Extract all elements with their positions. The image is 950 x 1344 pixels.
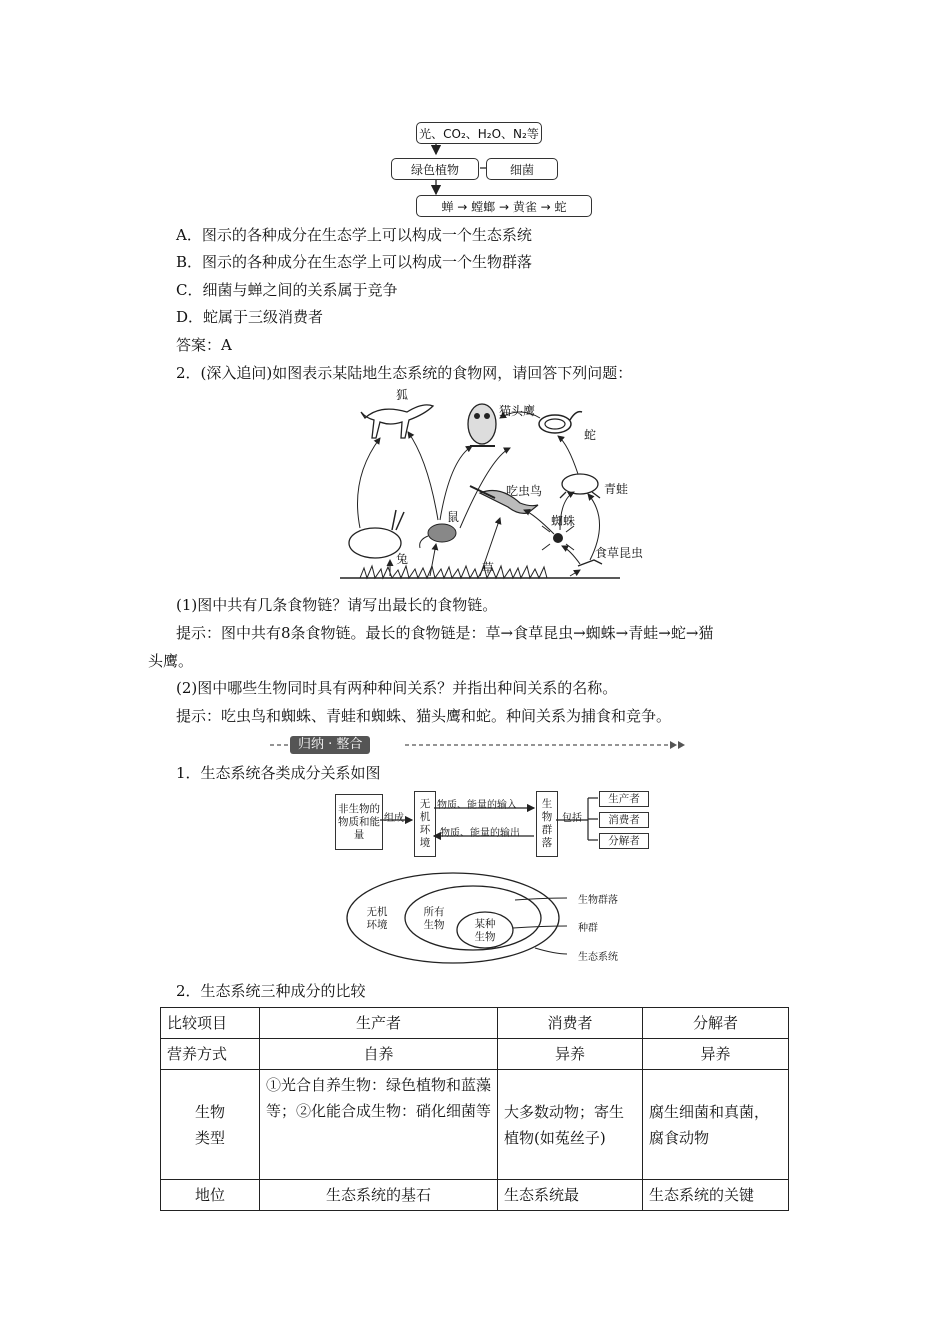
owl-icon [468,404,496,446]
q2-hint1-a: 提示：图中共有8条食物链。最长的食物链是：草→食草昆虫→蜘蛛→青蛙→蛇→猫 [176,624,714,642]
q2-sub2: (2)图中哪些生物同时具有两种种间关系？并指出种间关系的名称。 [176,679,618,697]
venn-label-ecosystem: 生态系统 [578,952,618,963]
include-label: 包括 [562,813,582,824]
label-frog: 青蛙 [604,482,629,496]
spider-icon [542,526,574,550]
q2-hint2: 提示：吃虫鸟和蜘蛛、青蛙和蜘蛛、猫头鹰和蛇。种间关系为捕食和竞争。 [176,707,672,725]
table-cell: 生态系统的基石 [260,1180,498,1211]
output-label: 物质、能量的输出 [440,828,520,839]
relation-arrows [330,788,660,858]
fox-icon [361,405,433,438]
venn-all-organisms: 所有生物 [423,906,445,931]
q1-option-c: C．细菌与蝉之间的关系属于竞争 [176,281,398,299]
label-rabbit: 兔 [396,552,409,566]
label-fox: 狐 [396,388,409,402]
table-cell: 自养 [260,1039,498,1070]
input-label: 物质、能量的输入 [437,800,517,811]
food-web-diagram [330,388,630,588]
environment-box: 光、CO₂、H₂O、N₂等 [416,122,542,144]
venn-species: 某种生物 [474,918,496,943]
comparison-table [160,1007,789,1211]
label-owl: 猫头鹰 [499,404,536,418]
table-row [161,1180,789,1211]
table-cell: 腐生细菌和真菌，腐食动物 [643,1070,789,1180]
mouse-icon [420,524,456,548]
table-header: 分解者 [643,1008,789,1039]
table-cell: 大多数动物；寄生植物(如菟丝子) [498,1070,643,1180]
label-grass: 草 [482,561,495,575]
frog-icon [560,474,600,498]
venn-abiotic: 无机环境 [366,906,388,931]
table-cell: 异养 [643,1039,789,1070]
table-header: 生产者 [260,1008,498,1039]
label-bird: 吃虫鸟 [506,484,543,498]
label-snake: 蛇 [584,428,597,442]
table-header: 比较项目 [161,1008,260,1039]
table-cell: 生态系统的关键 [643,1180,789,1211]
green-plant-box: 绿色植物 [391,158,479,180]
table-header: 消费者 [498,1008,643,1039]
q1-option-b: B．图示的各种成分在生态学上可以构成一个生物群落 [176,253,533,271]
venn-label-community: 生物群落 [578,895,618,906]
consumer-box: 消费者 [599,812,649,828]
community-box: 生物群落 [536,791,558,857]
label-insect: 食草昆虫 [595,546,644,560]
producer-box: 生产者 [599,791,649,807]
label-spider: 蜘蛛 [551,514,576,528]
summary2-title: 2．生态系统三种成分的比较 [176,982,366,1000]
table-cell: 异养 [498,1039,643,1070]
section-banner: 归纳 · 整合 [290,736,370,754]
table-cell: 生物类型 [161,1070,260,1180]
table-row [161,1039,789,1070]
nonbio-box: 非生物的物质和能量 [335,794,383,850]
abiotic-env-box: 无机环境 [414,791,436,857]
compose-label: 组成 [384,813,404,824]
q2-sub1: (1)图中共有几条食物链？请写出最长的食物链。 [176,596,498,614]
decomposer-box: 分解者 [599,833,649,849]
table-row [161,1070,789,1180]
bacteria-box: 细菌 [486,158,558,180]
table-cell: ①光合自养生物：绿色植物和蓝藻等；②化能合成生物：硝化细菌等 [260,1070,498,1180]
label-mouse: 鼠 [447,510,460,524]
table-cell: 生态系统最 [498,1180,643,1211]
q2-hint1-b: 头鹰。 [148,652,194,670]
q1-answer: 答案：A [176,336,232,354]
q1-option-d: D．蛇属于三级消费者 [176,308,324,326]
table-row [161,1008,789,1039]
table-cell: 地位 [161,1180,260,1211]
snake-icon [539,412,582,433]
food-chain-box: 蝉 → 螳螂 → 黄雀 → 蛇 [416,195,592,217]
table-cell: 营养方式 [161,1039,260,1070]
q2-stem: 2．(深入追问)如图表示某陆地生态系统的食物网，请回答下列问题： [176,364,633,382]
q1-option-a: A．图示的各种成分在生态学上可以构成一个生态系统 [176,226,532,244]
summary1-title: 1．生态系统各类成分关系如图 [176,764,381,782]
venn-label-population: 种群 [578,923,598,934]
